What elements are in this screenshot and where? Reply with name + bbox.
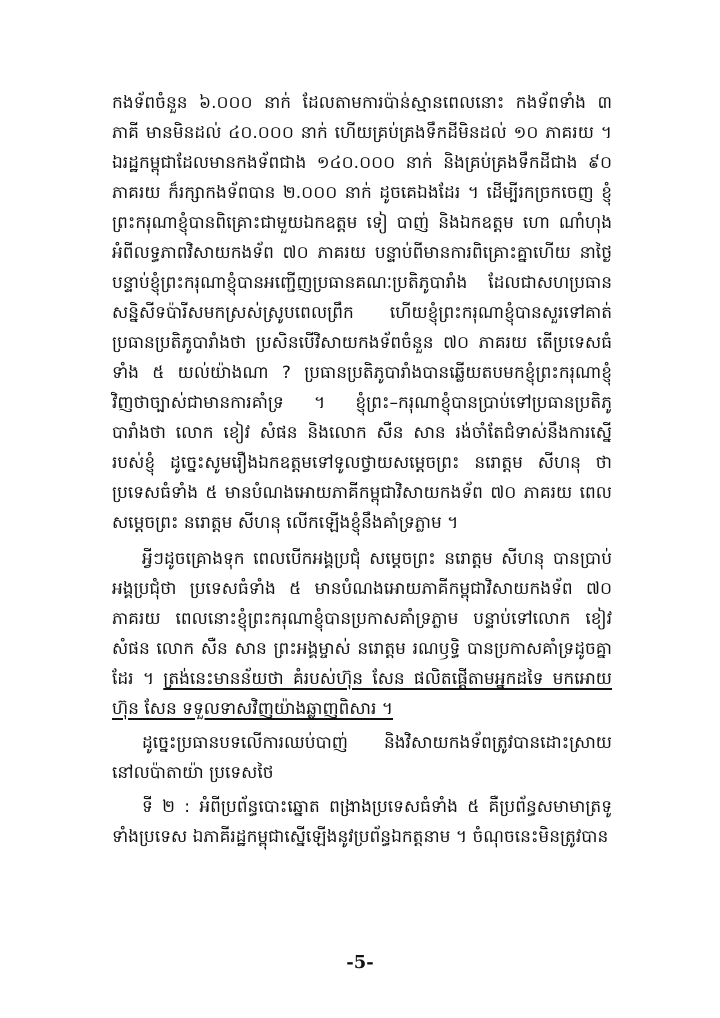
page-number: -5- xyxy=(346,952,374,973)
body-text xyxy=(112,88,612,852)
paragraph-4: ទី ២ : អំពីប្រព័ន្ធបោះឆ្នោត ពង្រាងប្រទេសធំទាំង ៥ គឺប្រព័ន្ធសមាមាត្រទូទាំងប្រទេស ឯភាគីរដ្ឋកម្ពុជាស្នើឡើងនូវប្រព័ន្ធឯកត្តនាម ។ ចំណុចនេះមិនត្រូវបាន xyxy=(112,797,612,847)
paragraph-1: កងទ័ពចំនួន ៦.០០០ នាក់ ដែលតាមការប៉ាន់ស្មានពេលនោះ កងទ័ពទាំង ៣ ភាគី មានមិនដល់ ៤០.០០០ នាក់ ហើយគ្រប់គ្រងទឹកដីមិនដល់ ១០ ភាគរយ ។ ឯរដ្ឋកម្ពុជាដែលមានកងទ័ពជាង ១៤០.០០០ នាក់ និងគ្រប់គ្រងទឹកដីជាង ៩០ ភាគរយ ក៏រក្សាកងទ័ពបាន ២.០០០ នាក់ ដូចគេឯងដែរ ។ ដើម្បីរកច្រកចេញ ខ្ញុំព្រះករុណាខ្ញុំបានពិគ្រោះជាមួយឯកឧត្តម ទៀ បាញ់ និងឯកឧត្តម ហោ ណាំហុង អំពីលទ្ធភាពវិសាយកងទ័ព ៧០ ភាគរយ បន្ទាប់ពីមានការពិគ្រោះគ្នាហើយ នាថ្ងៃបន្ទាប់ខ្ញុំព្រះករុណាខ្ញុំបានអញ្ជើញប្រធានគណៈប្រតិភូបារាំង ដែលជាសហប្រធានសន្និសីទប៉ារីសមកស្រស់ស្រូបពេលព្រឹក ហើយខ្ញុំព្រះករុណាខ្ញុំបានសួរទៅគាត់ប្រធានប្រតិភូបារាំងថា ប្រសិនបើវិសាយកងទ័ពចំនួន ៧០ ភាគរយ តើប្រទេសធំទាំង ៥ យល់យ៉ាងណា ? ប្រធានប្រតិភូបារាំងបានឆ្លើយតបមកខ្ញុំព្រះករុណាខ្ញុំវិញថាច្បាស់ជាមានការគាំទ្រ ។ ខ្ញុំព្រះ–ករុណាខ្ញុំបានប្រាប់ទៅប្រធានប្រតិភូបារាំងថា លោក ខៀវ សំផន និងលោក សឺន សាន រង់ចាំតែជំទាស់នឹងការស្នើរបស់ខ្ញុំ ដូច្នេះសូមរឿងឯកឧត្តមទៅទូលថ្វាយសម្តេចព្រះ នរោត្តម សីហនុ ថា ប្រទេសធំទាំង ៥ មានបំណងអោយភាគីកម្ពុជាវិសាយកងទ័ព ៧០ ភាគរយ ពេលសម្តេចព្រះ នរោត្តម សីហនុ លើកឡើងខ្ញុំនឹងគាំទ្រភ្លាម ។ xyxy=(112,93,612,533)
paragraph-2 xyxy=(112,544,612,724)
underlined-passage: ត្រង់នេះមានន័យថា គំរបស់ហ៊ុន សែន ផលិតផ្តើតាមអ្នកដទៃ មកអោយហ៊ុន សែន ទទួលទាសវិញយ៉ាងឆ្លាញពិសារ ។ xyxy=(112,669,612,719)
paragraph-3: ដូច្នេះប្រធានបទលើការឈប់បាញ់ និងវិសាយកងទ័ពត្រូវបានដោះស្រាយនៅលប៉ាតាយ៉ា ប្រទេសថៃ xyxy=(112,733,612,783)
paragraph-2-text: អ្វីៗដូចគ្រោងទុក ពេលបើកអង្គប្រជុំ សម្តេចព្រះ នរោត្តម សីហនុ បានប្រាប់អង្គប្រជុំថា ប្រទេសធំទាំង ៥ មានបំណងអោយភាគីកម្ពុជាវិសាយកងទ័ព ៧០ ភាគរយ ពេលនោះខ្ញុំព្រះករុណាខ្ញុំបានប្រកាសគាំទ្រភ្លាម បន្ទាប់ទៅលោក ខៀវ សំផន លោក សឺន សាន ព្រះអង្គម្ចាស់ នរោត្តម រណឫទ្ធិ បានប្រកាសគាំទ្រដូចគ្នាដែរ ។ xyxy=(112,549,612,689)
